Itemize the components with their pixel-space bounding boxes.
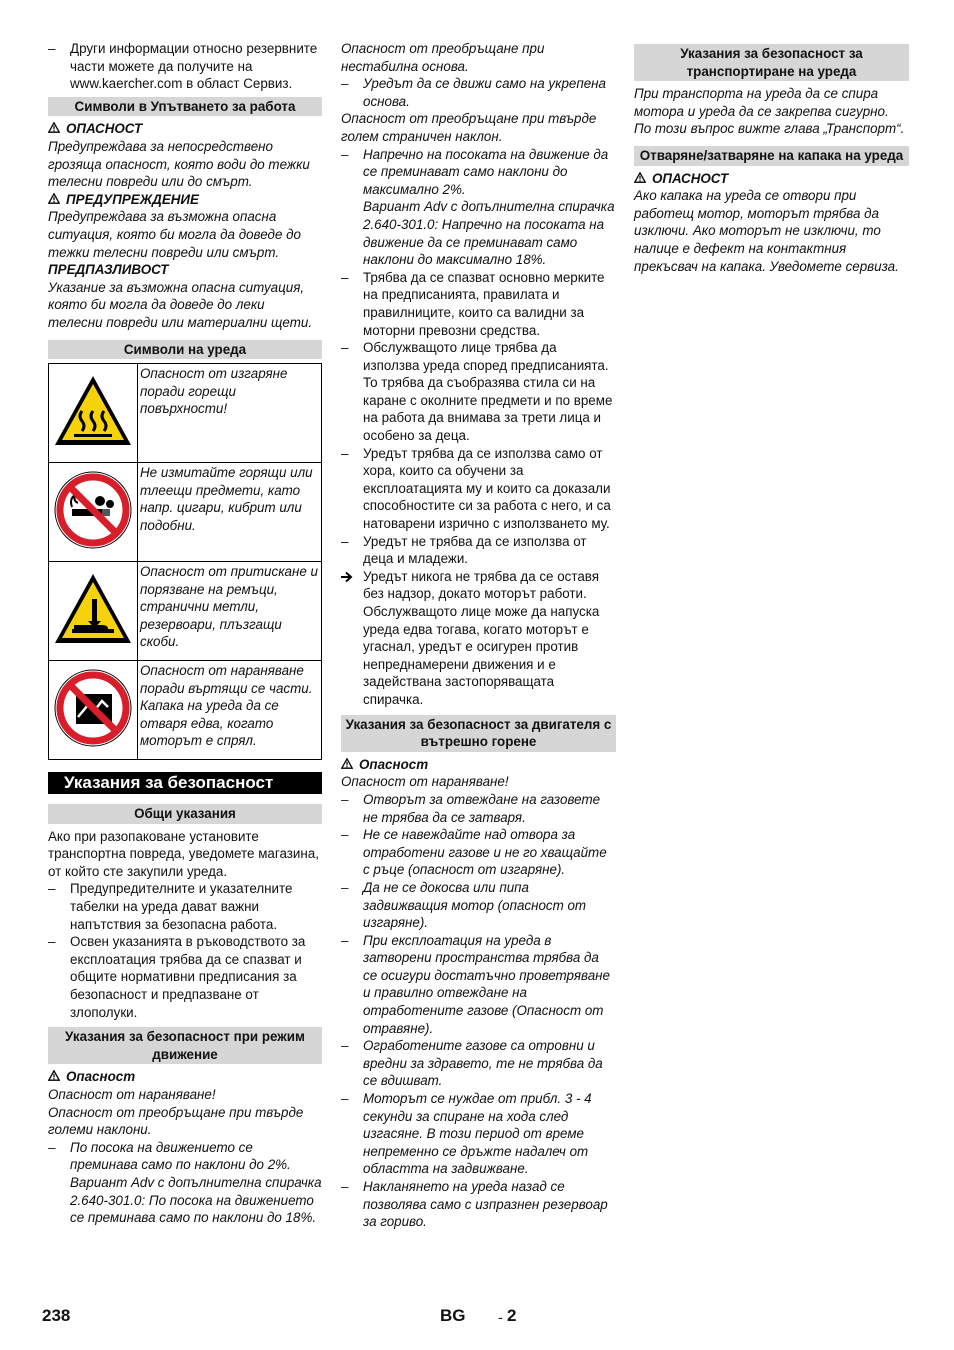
list-item: – Уредът не трябва да се използва от деца и младежи. (341, 533, 587, 567)
table-row (49, 661, 322, 760)
list-item: – Освен указанията в ръководството за експлоатация трябва да се спазват и общите нормативни предписания за безопасност и предпазване от злополуки. (48, 934, 306, 1020)
cover-text: Ако капака на уреда се отвори при работещ мотор, моторът трябва да изключи. Ако моторът не изключи, то налице е дефект на контактния прекъсвач на капака. Уведомете сервиза. (634, 188, 899, 274)
driving-variant-text: Вариант Adv с допълнителна спирачка 2.640-301.0: По посока на движението се преминава само по наклони до 18%. (70, 1174, 322, 1226)
list-item: – Накланянето на уреда назад се позволява само с изпразнен резервоар за гориво. (341, 1179, 608, 1230)
caution-heading: ПРЕДПАЗЛИВОСТ (48, 262, 169, 278)
warning-triangle-icon (48, 1068, 60, 1086)
table-row (49, 463, 322, 562)
list-item: – Уредът трябва да се използва само от хора, които са обучени за експлоатацията му и които са доказали способностите си за работа с него, и са натоварени изрично с използването му. (341, 445, 611, 532)
list-item: – Огработените газове са отровни и вредни за здравето, те не трябва да се вдишват. (341, 1038, 603, 1089)
hot-surface-warning-icon (52, 373, 134, 449)
list-item: – Отворът за отвеждане на газовете не трябва да се затваря. (341, 791, 601, 825)
column-2 (341, 40, 616, 1231)
column-3 (634, 40, 909, 275)
lateral-text: Опасност от преобръщане при твърде голем страничен наклон. (341, 111, 597, 144)
driving-danger-heading: Опасност (48, 1068, 322, 1086)
symbol-text: Опасност от притискане и порязване на ремъци, странични метли, резервоари, плъзгащи скоби. (138, 562, 322, 661)
section-header-manual-symbols: Символи в Упътването за работа (48, 97, 322, 117)
section-header-general: Общи указания (48, 804, 322, 824)
warning-text: Предупреждава за възможна опасна ситуация, която би могла да доведе до тежки телесни повреди или смърт. (48, 209, 301, 260)
list-item: – Обслужващото лице трябва да използва уреда според предписанията. То трябва да съобразява стила си на каране с околните предмети и по време на работа да внимава за трети лица и особено за деца. (341, 340, 613, 444)
arrow-list-item: Уредът никога не трябва да се оставя без надзор, докато моторът работи. Обслужващото лице може да напуска уреда едва тогава, когато моторът е угаснал, уредът е осигурен против непреднамерени движения и е задействана застопоряващата спирачка. (341, 568, 616, 709)
arrow-right-icon (341, 568, 353, 588)
list-item: – Напречно на посоката на движение да се преминават само наклони до максимално 2%. (341, 146, 609, 197)
page-number: 238 (42, 1306, 71, 1325)
unstable-text: Опасност от преобръщане при нестабилна основа. (341, 41, 545, 74)
warning-triangle-icon (341, 756, 353, 774)
list-item: – Да не се докосва или пипа задвижващия мотор (опасност от изгаряне). (341, 879, 587, 931)
list-item: – Уредът да се движи само на укрепена основа. (341, 76, 606, 109)
warning-triangle-icon (48, 191, 60, 209)
table-row (49, 364, 322, 463)
caution-text: Указание за възможна опасна ситуация, която би могла да доведе до леки телесни повреди или материални щети. (48, 279, 313, 330)
transport-reference: По този въпрос вижте глава „Транспорт“. (634, 121, 905, 137)
list-item: – Не се навеждайте над отвора за отработени газове и не го хващайте с ръце (опасност от изгаряне). (341, 827, 607, 878)
symbol-cell (49, 364, 138, 463)
footer-separator: - (498, 1309, 503, 1325)
warning-triangle-icon (634, 170, 646, 188)
hand-crush-warning-icon (52, 571, 134, 647)
section-title-safety: Указания за безопасност (48, 772, 322, 794)
column-1 (48, 40, 322, 1227)
transport-text: При транспорта на уреда да се спира мотора и уреда да се закрепва сигурно. (634, 86, 889, 119)
engine-injury-text: Опасност от нараняване! (341, 774, 509, 790)
section-header-engine: Указания за безопасност за двигателя с вътрешно горене (341, 715, 616, 752)
language-code: BG (440, 1306, 466, 1325)
no-burning-objects-icon (52, 469, 134, 551)
cover-danger-heading: ОПАСНОСТ (634, 170, 909, 188)
symbol-cell (49, 562, 138, 661)
section-header-cover: Отваряне/затваряне на капака на уреда (634, 146, 909, 166)
section-header-transport: Указания за безопасност за транспортиране на уреда (634, 44, 909, 81)
engine-danger-heading: Опасност (341, 756, 616, 774)
section-header-driving: Указания за безопасност при режим движение (48, 1027, 322, 1064)
list-item: – Моторът се нуждае от прибл. 3 - 4 секунди за спиране на хода след изгасяне. В този период от време непременно се дръжте надалеч от областта на задвижване. (341, 1091, 592, 1177)
sub-page-number: 2 (507, 1306, 517, 1325)
section-header-device-symbols: Символи на уреда (48, 340, 322, 360)
list-item: – Други информации относно резервните части можете да получите на www.kaercher.com в област Сервиз. (48, 41, 318, 92)
warning-triangle-icon (48, 120, 60, 138)
symbol-cell (49, 661, 138, 760)
driving-injury-text: Опасност от нараняване! (48, 1087, 216, 1102)
list-item: – По посока на движението се преминава само по наклони до 2%. (48, 1139, 291, 1173)
danger-text: Предупреждава за непосредствено грозяща опасност, която води до тежки телесни повреди или до смърт. (48, 138, 310, 190)
symbol-text: Опасност от нараняване поради въртящи се части. Капака на уреда да се отваря едва, когато моторът е спрял. (138, 661, 322, 760)
warning-heading: ПРЕДУПРЕЖДЕНИЕ (48, 191, 322, 209)
symbol-text: Не измитайте горящи или тлеещи предмети, като напр. цигари, кибрит или подобни. (138, 463, 322, 562)
no-reach-rotating-parts-icon (52, 667, 134, 749)
danger-heading: ОПАСНОСТ (48, 120, 322, 138)
general-text: Ако при разопаковане установите транспортна повреда, уведомете магазина, от който сте закупили уреда. (48, 828, 319, 879)
table-row (49, 562, 322, 661)
list-item: – Трябва да се спазват основно мерките на предписанията, правилата и правилниците, които са валидни за моторни превозни средства. (341, 269, 605, 338)
list-item: – Предупредителните и указателните табелки на уреда дават важни напътствия за безопасна работа. (48, 881, 293, 932)
driving-overturn-text: Опасност от преобръщане при твърде големи наклони. (48, 1104, 304, 1138)
list-item: – При експлоатация на уреда в затворени пространства трябва да се осигури достатъчно проветряване и правилно отвеждане на отработените газове (Опасност от отравяне). (341, 932, 610, 1036)
symbol-text: Опасност от изгаряне поради горещи повърхности! (138, 364, 322, 463)
symbols-table (48, 363, 322, 760)
symbol-cell (49, 463, 138, 562)
lateral-variant-text: Вариант Adv с допълнителна спирачка 2.640-301.0: Напречно на посоката на движение да се преминават само наклони до максимално 18%. (363, 199, 615, 268)
